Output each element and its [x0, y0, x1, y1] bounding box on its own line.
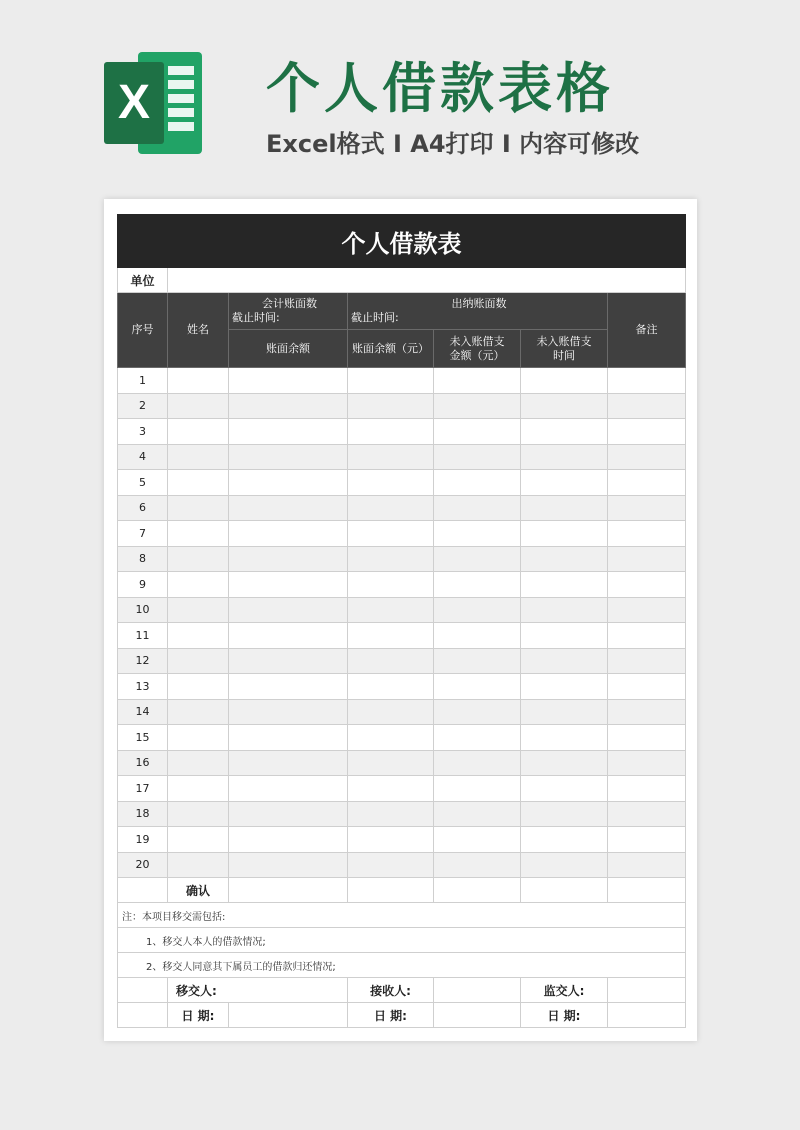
- data-cell[interactable]: [348, 393, 434, 419]
- row-number: 20: [118, 852, 168, 878]
- data-cell[interactable]: [608, 801, 686, 827]
- data-cell[interactable]: [608, 674, 686, 700]
- data-cell[interactable]: [434, 674, 521, 700]
- row-number: 5: [118, 470, 168, 496]
- data-cell[interactable]: [521, 470, 608, 496]
- table-row: [118, 750, 686, 776]
- data-cell[interactable]: [229, 546, 348, 572]
- data-cell[interactable]: [434, 444, 521, 470]
- sign-blank: [118, 978, 168, 1003]
- data-cell[interactable]: [608, 444, 686, 470]
- data-cell[interactable]: [168, 444, 229, 470]
- data-cell[interactable]: [434, 801, 521, 827]
- data-cell[interactable]: [521, 725, 608, 751]
- data-cell[interactable]: [608, 368, 686, 394]
- table-row: [118, 546, 686, 572]
- row-number: 19: [118, 827, 168, 853]
- unit-label: 单位: [118, 268, 168, 293]
- confirm-cell[interactable]: [521, 878, 608, 903]
- data-cell[interactable]: [229, 623, 348, 649]
- note-item-2: 2、移交人同意其下属员工的借款归还情况;: [118, 953, 686, 978]
- data-cell[interactable]: [229, 674, 348, 700]
- row-number: 6: [118, 495, 168, 521]
- date-cell-3[interactable]: [608, 1003, 686, 1028]
- table-row: [118, 521, 686, 547]
- excel-logo-icon: [104, 52, 204, 156]
- data-cell[interactable]: [434, 648, 521, 674]
- data-cell[interactable]: [229, 750, 348, 776]
- data-cell[interactable]: [229, 393, 348, 419]
- receiver-cell[interactable]: [434, 978, 521, 1003]
- data-cell[interactable]: [521, 827, 608, 853]
- data-cell[interactable]: [434, 521, 521, 547]
- data-cell[interactable]: [608, 495, 686, 521]
- data-cell[interactable]: [348, 827, 434, 853]
- row-number: 7: [118, 521, 168, 547]
- data-cell[interactable]: [168, 852, 229, 878]
- spreadsheet-paper: [104, 199, 697, 1041]
- data-cell[interactable]: [521, 572, 608, 598]
- data-cell[interactable]: [521, 776, 608, 802]
- data-cell[interactable]: [348, 699, 434, 725]
- data-cell[interactable]: [168, 699, 229, 725]
- data-cell[interactable]: [521, 597, 608, 623]
- table-row: [118, 368, 686, 394]
- data-cell[interactable]: [608, 546, 686, 572]
- data-cell[interactable]: [168, 827, 229, 853]
- data-cell[interactable]: [608, 521, 686, 547]
- row-number: 2: [118, 393, 168, 419]
- data-cell[interactable]: [521, 750, 608, 776]
- data-cell[interactable]: [168, 776, 229, 802]
- acct-group-label: 会计账面数: [262, 297, 317, 310]
- confirm-blank: [118, 878, 168, 903]
- data-cell[interactable]: [521, 393, 608, 419]
- data-cell[interactable]: [229, 444, 348, 470]
- row-number: 17: [118, 776, 168, 802]
- data-cell[interactable]: [521, 623, 608, 649]
- data-cell[interactable]: [608, 776, 686, 802]
- data-cell[interactable]: [608, 827, 686, 853]
- note-title: 注：本项目移交需包括:: [118, 903, 686, 928]
- row-number: 1: [118, 368, 168, 394]
- date-cell-1[interactable]: [229, 1003, 348, 1028]
- table-row: [118, 827, 686, 853]
- header-acct-group: [229, 293, 348, 330]
- page-header: [0, 0, 800, 190]
- header-cashier-group: [348, 293, 608, 330]
- date-cell-2[interactable]: [434, 1003, 521, 1028]
- table-row: [118, 419, 686, 445]
- excel-x-letter: X: [104, 62, 164, 144]
- data-cell[interactable]: [521, 495, 608, 521]
- header-unrecorded-time: 未入账借支时间: [521, 330, 608, 368]
- table-row: [118, 648, 686, 674]
- data-cell[interactable]: [434, 750, 521, 776]
- data-cell[interactable]: [348, 852, 434, 878]
- page-title: 个人借款表格: [266, 57, 614, 120]
- handover-label: 移交人:: [168, 978, 348, 1003]
- data-cell[interactable]: [521, 852, 608, 878]
- table-row: [118, 495, 686, 521]
- data-cell[interactable]: [348, 648, 434, 674]
- acct-cutoff-label: 截止时间:: [232, 311, 280, 324]
- loan-table: [117, 214, 686, 1028]
- row-number: 3: [118, 419, 168, 445]
- data-cell[interactable]: [521, 699, 608, 725]
- page-subtitle: Excel格式 I A4打印 I 内容可修改: [266, 130, 640, 158]
- data-cell[interactable]: [434, 572, 521, 598]
- data-cell[interactable]: [434, 699, 521, 725]
- data-cell[interactable]: [521, 368, 608, 394]
- table-row: [118, 444, 686, 470]
- data-cell[interactable]: [608, 419, 686, 445]
- data-cell[interactable]: [434, 470, 521, 496]
- data-cell[interactable]: [229, 470, 348, 496]
- data-cell[interactable]: [168, 648, 229, 674]
- data-cell[interactable]: [229, 572, 348, 598]
- data-cell[interactable]: [168, 521, 229, 547]
- data-cell[interactable]: [229, 827, 348, 853]
- data-cell[interactable]: [434, 852, 521, 878]
- data-cell[interactable]: [434, 597, 521, 623]
- row-number: 4: [118, 444, 168, 470]
- table-title: 个人借款表: [118, 215, 686, 268]
- table-row: [118, 393, 686, 419]
- row-number: 10: [118, 597, 168, 623]
- cashier-group-label: 出纳账面数: [451, 297, 507, 310]
- data-cell[interactable]: [348, 674, 434, 700]
- data-cell[interactable]: [521, 444, 608, 470]
- data-cell[interactable]: [434, 776, 521, 802]
- header-seq: 序号: [118, 293, 168, 368]
- data-cell[interactable]: [434, 419, 521, 445]
- data-cell[interactable]: [229, 368, 348, 394]
- data-cell[interactable]: [608, 750, 686, 776]
- data-cell[interactable]: [348, 419, 434, 445]
- data-cell[interactable]: [229, 725, 348, 751]
- data-cell[interactable]: [229, 597, 348, 623]
- table-row: [118, 776, 686, 802]
- data-cell[interactable]: [229, 801, 348, 827]
- row-number: 14: [118, 699, 168, 725]
- data-cell[interactable]: [434, 725, 521, 751]
- data-cell[interactable]: [168, 393, 229, 419]
- data-cell[interactable]: [608, 470, 686, 496]
- data-cell[interactable]: [168, 623, 229, 649]
- row-number: 12: [118, 648, 168, 674]
- data-cell[interactable]: [168, 419, 229, 445]
- row-number: 15: [118, 725, 168, 751]
- table-row: [118, 699, 686, 725]
- table-body: [118, 368, 686, 878]
- data-cell[interactable]: [434, 546, 521, 572]
- table-row: [118, 674, 686, 700]
- confirm-cell[interactable]: [434, 878, 521, 903]
- data-cell[interactable]: [168, 597, 229, 623]
- data-cell[interactable]: [229, 521, 348, 547]
- data-cell[interactable]: [168, 470, 229, 496]
- header-remark: 备注: [608, 293, 686, 368]
- data-cell[interactable]: [608, 572, 686, 598]
- data-cell[interactable]: [168, 572, 229, 598]
- data-cell[interactable]: [348, 750, 434, 776]
- data-cell[interactable]: [348, 495, 434, 521]
- data-cell[interactable]: [608, 725, 686, 751]
- data-cell[interactable]: [168, 546, 229, 572]
- header-book-balance-yuan: 账面余额（元）: [348, 330, 434, 368]
- data-cell[interactable]: [348, 444, 434, 470]
- confirm-cell[interactable]: [229, 878, 348, 903]
- data-cell[interactable]: [434, 623, 521, 649]
- data-cell[interactable]: [229, 776, 348, 802]
- table-row: [118, 597, 686, 623]
- table-row: [118, 623, 686, 649]
- data-cell[interactable]: [434, 368, 521, 394]
- data-cell[interactable]: [608, 623, 686, 649]
- row-number: 11: [118, 623, 168, 649]
- table-row: [118, 572, 686, 598]
- data-cell[interactable]: [348, 597, 434, 623]
- table-row: [118, 852, 686, 878]
- row-number: 13: [118, 674, 168, 700]
- data-cell[interactable]: [229, 852, 348, 878]
- data-cell[interactable]: [608, 597, 686, 623]
- data-cell[interactable]: [168, 801, 229, 827]
- data-cell[interactable]: [168, 725, 229, 751]
- confirm-label: 确认: [168, 878, 229, 903]
- row-number: 8: [118, 546, 168, 572]
- data-cell[interactable]: [434, 827, 521, 853]
- data-cell[interactable]: [229, 648, 348, 674]
- date-label-2: 日 期:: [348, 1003, 434, 1028]
- row-number: 9: [118, 572, 168, 598]
- header-book-balance: 账面余额: [229, 330, 348, 368]
- note-item-1: 1、移交人本人的借款情况;: [118, 928, 686, 953]
- data-cell[interactable]: [229, 419, 348, 445]
- supervisor-label: 监交人:: [521, 978, 608, 1003]
- data-cell[interactable]: [168, 368, 229, 394]
- data-cell[interactable]: [229, 699, 348, 725]
- data-cell[interactable]: [521, 546, 608, 572]
- table-row: [118, 801, 686, 827]
- data-cell[interactable]: [348, 368, 434, 394]
- data-cell[interactable]: [521, 674, 608, 700]
- data-cell[interactable]: [348, 776, 434, 802]
- data-cell[interactable]: [229, 495, 348, 521]
- data-cell[interactable]: [348, 521, 434, 547]
- receiver-label: 接收人:: [348, 978, 434, 1003]
- header-unrecorded-amount: 未入账借支金额（元）: [434, 330, 521, 368]
- data-cell[interactable]: [608, 699, 686, 725]
- cashier-cutoff-label: 截止时间:: [351, 311, 399, 324]
- table-row: [118, 470, 686, 496]
- data-cell[interactable]: [608, 648, 686, 674]
- row-number: 16: [118, 750, 168, 776]
- data-cell[interactable]: [168, 750, 229, 776]
- date-label-1: 日 期:: [168, 1003, 229, 1028]
- header-name: 姓名: [168, 293, 229, 368]
- data-cell[interactable]: [521, 419, 608, 445]
- unit-value-cell[interactable]: [168, 268, 686, 293]
- data-cell[interactable]: [348, 623, 434, 649]
- date-label-3: 日 期:: [521, 1003, 608, 1028]
- confirm-cell[interactable]: [608, 878, 686, 903]
- data-cell[interactable]: [608, 852, 686, 878]
- data-cell[interactable]: [434, 495, 521, 521]
- data-cell[interactable]: [434, 393, 521, 419]
- data-cell[interactable]: [348, 470, 434, 496]
- data-cell[interactable]: [168, 674, 229, 700]
- table-row: [118, 725, 686, 751]
- data-cell[interactable]: [608, 393, 686, 419]
- confirm-cell[interactable]: [348, 878, 434, 903]
- data-cell[interactable]: [521, 521, 608, 547]
- supervisor-cell[interactable]: [608, 978, 686, 1003]
- data-cell[interactable]: [521, 648, 608, 674]
- data-cell[interactable]: [348, 801, 434, 827]
- data-cell[interactable]: [521, 801, 608, 827]
- date-blank: [118, 1003, 168, 1028]
- data-cell[interactable]: [168, 495, 229, 521]
- data-cell[interactable]: [348, 572, 434, 598]
- row-number: 18: [118, 801, 168, 827]
- data-cell[interactable]: [348, 725, 434, 751]
- data-cell[interactable]: [348, 546, 434, 572]
